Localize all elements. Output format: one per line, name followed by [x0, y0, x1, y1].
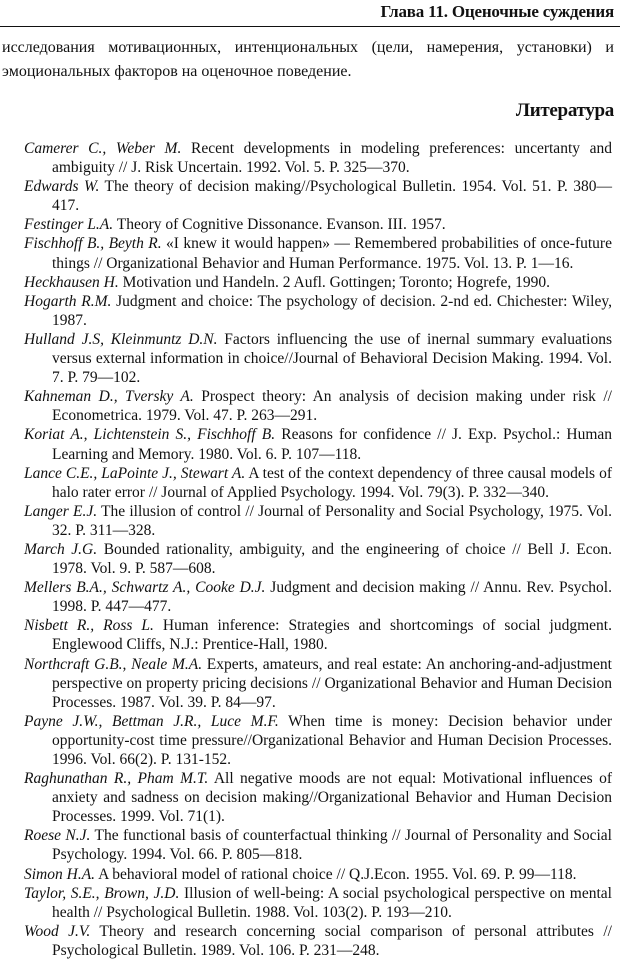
reference-authors: Mellers B.A., Schwartz A., Cooke D.J.: [24, 579, 266, 597]
reference-authors: Fischhoff B., Beyth R.: [24, 235, 162, 253]
reference-item: [0, 215, 620, 234]
reference-item: [0, 540, 620, 578]
reference-authors: Hogarth R.M.: [24, 292, 112, 310]
reference-item: [0, 330, 620, 387]
reference-text: The functional basis of counterfactual thinking // Journal of Personality and Social Psychology. 1994. Vol. 66. P. 805—818.: [52, 827, 612, 864]
intro-paragraph: исследования мотивационных, интенциональных (цели, намерения, установки) и эмоциональных факторов на оценочное поведение.: [2, 39, 614, 80]
reference-item: [0, 826, 620, 864]
reference-authors: Taylor, S.E., Brown, J.D.: [24, 884, 180, 902]
reference-text: Theory of Cognitive Dissonance. Evanson. III. 1957.: [113, 216, 446, 234]
reference-authors: Raghunathan R., Pham M.T.: [24, 770, 209, 788]
reference-item: [0, 425, 620, 463]
reference-text: When time is money: Decision behavior under opportunity-cost time pressure//Organizational Behavior and Human Decision Processes. 1996. Vol. 66(2). P. 131-152.: [52, 712, 613, 768]
reference-text: Reasons for confidence // J. Exp. Psychol.: Human Learning and Memory. 1980. Vol. 6. P. 107—118.: [52, 426, 612, 463]
reference-text: Judgment and choice: The psychology of decision. 2-nd ed. Chichester: Wiley, 1987.: [52, 292, 612, 329]
reference-text: A test of the context dependency of three causal models of halo rater error // Journal of Applied Psychology. 1994. Vol. 79(3). P. 332—340.: [52, 464, 612, 501]
reference-text: The illusion of control // Journal of Personality and Social Psychology, 1975. Vol. 32. P. 311—328.: [52, 502, 612, 539]
reference-text: A behavioral model of rational choice // Q.J.Econ. 1955. Vol. 69. P. 99—118.: [95, 865, 577, 883]
references-list: [0, 139, 620, 960]
reference-authors: Festinger L.A.: [24, 216, 114, 234]
reference-text: Prospect theory: An analysis of decision making under risk // Econometrica. 1979. Vol. 47. P. 263—291.: [52, 388, 612, 425]
reference-authors: Edwards W.: [24, 178, 100, 196]
reference-item: [0, 292, 620, 330]
reference-text: Recent developments in modeling preferences: uncertanty and ambiguity // J. Risk Uncertain. 1992. Vol. 5. P. 325—370.: [52, 140, 613, 177]
reference-item: [0, 865, 620, 884]
reference-item: [0, 578, 620, 616]
reference-text: Factors influencing the use of inernal summary evaluations versus external information in choice//Journal of Behavioral Decision Making. 1994. Vol. 7. P. 79—102.: [52, 330, 612, 387]
running-header: [0, 0, 620, 27]
reference-text: Theory and research concerning social comparison of personal attributes // Psychological Bulletin. 1989. Vol. 106. P. 231—248.: [52, 922, 612, 959]
reference-item: [0, 922, 620, 960]
reference-authors: Koriat A., Lichtenstein S., Fischhoff B.: [24, 426, 276, 444]
reference-text: Judgment and decision making // Annu. Rev. Psychol. 1998. P. 447—477.: [52, 579, 612, 616]
reference-item: [0, 234, 620, 272]
reference-authors: Nisbett R., Ross L.: [24, 617, 154, 635]
reference-authors: Langer E.J.: [24, 502, 98, 520]
reference-text: Experts, amateurs, and real estate: An anchoring-and-adjustment perspective on property pricing decisions // Organizational Behavior and Human Decision Processes. 1987. Vol. 39. P. 84—97.: [52, 655, 612, 711]
reference-item: [0, 616, 620, 654]
reference-item: [0, 464, 620, 502]
reference-item: [0, 884, 620, 922]
reference-authors: March J.G.: [24, 540, 98, 558]
reference-text: Motivation und Handeln. 2 Aufl. Gottingen; Toronto; Hogrefe, 1990.: [118, 273, 550, 291]
reference-text: «I knew it would happen» — Remembered probabilities of once-future things // Organizational Behavior and Human Performance. 1975. Vol. 13. P. 1—16.: [52, 235, 612, 272]
chapter-title: Глава 11. Оценочные суждения: [380, 2, 614, 21]
reference-item: [0, 769, 620, 826]
reference-authors: Kahneman D., Tversky A.: [24, 388, 194, 406]
reference-text: Illusion of well-being: A social psychological perspective on mental health // Psychological Bulletin. 1988. Vol. 103(2). P. 193—210.: [52, 884, 612, 921]
reference-authors: Northcraft G.B., Neale M.A.: [24, 655, 203, 673]
reference-text: The theory of decision making//Psychological Bulletin. 1954. Vol. 51. P. 380—417.: [52, 178, 612, 215]
reference-item: [0, 139, 620, 177]
reference-text: Human inference: Strategies and shortcomings of social judgment. Englewood Cliffs, N.J.: Prentice-Hall, 1980.: [52, 617, 612, 654]
reference-item: [0, 712, 620, 769]
reference-authors: Camerer C., Weber M.: [24, 140, 182, 157]
reference-authors: Lance C.E., LaPointe J., Stewart A.: [24, 464, 246, 482]
reference-item: [0, 273, 620, 292]
reference-authors: Simon H.A.: [24, 865, 96, 883]
reference-item: [0, 387, 620, 425]
reference-item: [0, 177, 620, 215]
reference-authors: Payne J.W., Bettman J.R., Luce M.F.: [24, 712, 279, 730]
reference-authors: Roese N.J.: [24, 827, 91, 845]
reference-text: All negative moods are not equal: Motivational influences of anxiety and sadness on decision making//Organizational Behavior and Human Decision Processes. 1999. Vol. 71(1).: [52, 770, 612, 826]
reference-text: Bounded rationality, ambiguity, and the engineering of choice // Bell J. Econ. 1978. Vol. 9. P. 587—608.: [52, 540, 612, 578]
reference-authors: Wood J.V.: [24, 922, 91, 940]
reference-authors: Hulland J.S, Kleinmuntz D.N.: [24, 330, 218, 348]
section-title: Литература: [515, 100, 614, 121]
reference-item: [0, 502, 620, 540]
reference-item: [0, 655, 620, 712]
reference-authors: Heckhausen H.: [24, 273, 119, 291]
